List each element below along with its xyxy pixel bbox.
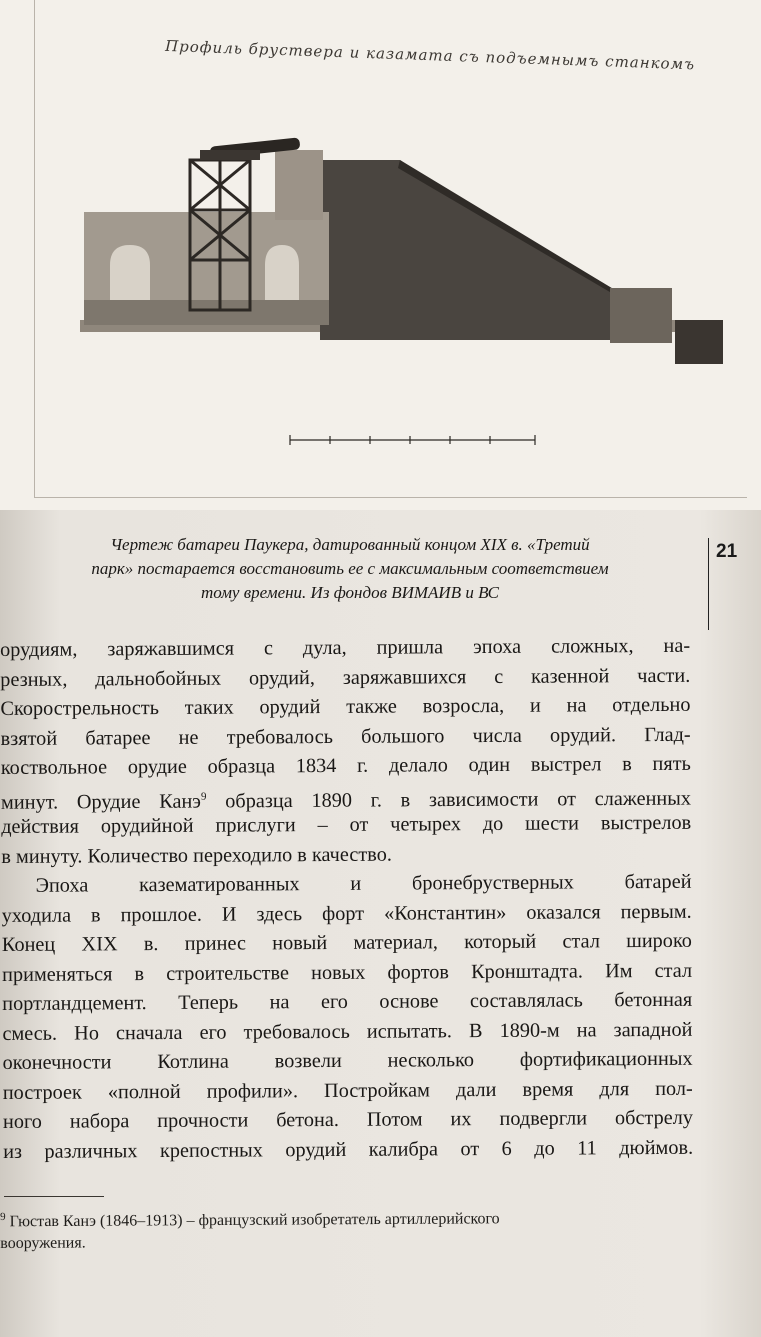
text-line: смесь. Но сначала его требовалось испытать. В 1890-м на западной [2, 1018, 693, 1045]
text-line: орудиям, заряжавшимся с дула, пришла эпоха сложных, на- [0, 634, 691, 661]
page-number-rule [708, 538, 709, 630]
text-line: из различных крепостных орудий калибра от 6 до 11 дюймов. [3, 1136, 694, 1163]
plate-handwritten-title: Профиль бруствера и казамата съ подъемнымъ станкомъ [164, 36, 696, 74]
battery-cross-section-drawing [70, 120, 750, 460]
caption-line: парк» постарается восстановить ее с максимальным соответствием [91, 559, 609, 578]
text-line: портландцемент. Теперь на его основе составлялась бетонная [2, 988, 693, 1015]
brick-tower [275, 150, 323, 220]
text-line: применяться в строительстве новых фортов Кронштадта. Им стал [2, 959, 693, 986]
text-line: Конец XIX в. принес новый материал, который стал широко [1, 929, 692, 956]
arch-left [110, 245, 150, 300]
ditch-wall [675, 320, 723, 364]
caption-line: тому времени. Из фондов ВИМАИВ и ВС [200, 583, 500, 602]
footnote-reference: 9 [200, 790, 207, 803]
text-segment: образца 1890 г. в зависимости от слаженных [206, 787, 692, 813]
footnote-mark: 9 [0, 1210, 6, 1223]
footnote-line: вооружения. [0, 1234, 86, 1253]
text-line: взятой батарее не требовалось большого числа орудий. Глад- [0, 723, 691, 750]
footnote [0, 1202, 700, 1256]
text-line: действия орудийной прислуги – от четырех до шести выстрелов [1, 811, 692, 838]
earth-parapet [320, 160, 630, 340]
footnote-line [0, 1202, 700, 1234]
text-line: Эпоха казематированных и бронебрустверных батарей [35, 870, 692, 897]
arch-right [265, 245, 299, 300]
stone-revetment [610, 288, 672, 343]
page-number: 21 [716, 541, 738, 562]
footnote-text: Гюстав Канэ (1846–1913) – французский изобретатель артиллерийского [5, 1210, 500, 1231]
engraving-plate [0, 0, 761, 510]
text-line: Скорострельность таких орудий также возросла, и на отдельно [0, 693, 691, 720]
text-line: оконечности Котлина возвели несколько фортификационных [2, 1047, 693, 1074]
figure-caption [14, 533, 686, 605]
text-line: ного набора прочности бетона. Потом их подвергли обстрелу [2, 1106, 694, 1133]
text-line: резных, дальнобойных орудий, заряжавшихся с казенной части. [0, 664, 691, 691]
text-line: в минуту. Количество переходило в качество. [1, 843, 392, 868]
text-line: коствольное орудие образца 1834 г. делало один выстрел в пять [0, 752, 691, 779]
scale-bar [290, 435, 535, 445]
caption-line: Чертеж батареи Паукера, датированный концом XIX в. «Третий [110, 535, 590, 554]
text-line: построек «полной профили». Постройкам дали время для пол- [2, 1077, 693, 1104]
body-text [0, 632, 693, 1167]
text-line: уходила в прошлое. И здесь форт «Константин» оказался первым. [1, 900, 692, 927]
footnote-rule [4, 1196, 104, 1197]
text-line-with-footnote [1, 779, 691, 813]
text-segment: минут. Орудие Канэ [0, 790, 202, 813]
